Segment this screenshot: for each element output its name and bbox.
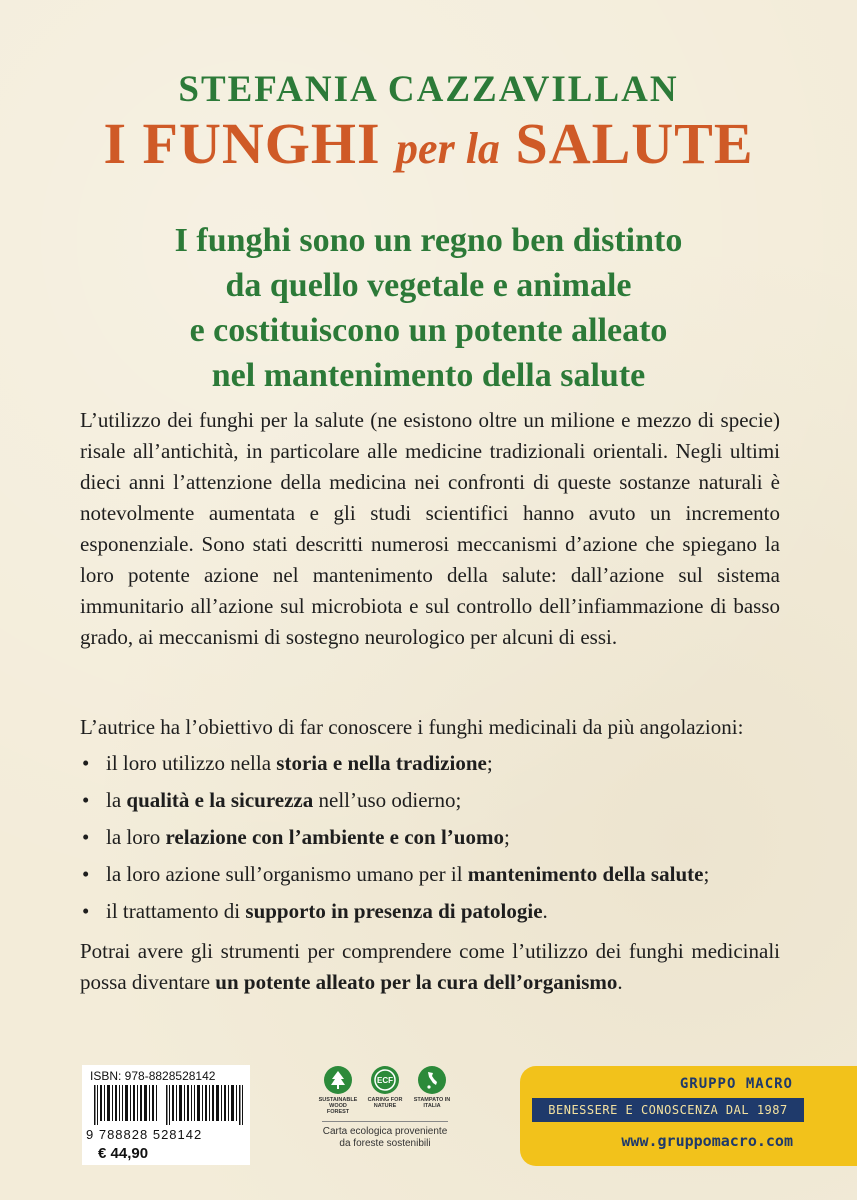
item-text: il loro utilizzo nella: [106, 751, 277, 775]
item-bold-text: mantenimento della salute: [467, 862, 704, 886]
item-bold-text: qualità e la sicurezza: [126, 788, 314, 812]
closing-text: .: [617, 970, 623, 994]
closing-paragraph: [80, 936, 780, 998]
subtitle-line: nel mantenimento della salute: [211, 357, 646, 394]
ecf-seal-text: ECF: [377, 1076, 393, 1085]
list-item: [80, 819, 780, 856]
eco-certifications: [318, 1066, 452, 1150]
isbn-text: ISBN: 978-8828528142: [90, 1069, 216, 1083]
item-bold-text: relazione con l’ambiente e con l’uomo: [165, 825, 504, 849]
publisher-slogan: BENESSERE E CONOSCENZA DAL 1987: [532, 1098, 804, 1122]
subtitle: [60, 218, 797, 398]
tree-icon: [324, 1066, 352, 1094]
item-text: il trattamento di: [106, 899, 246, 923]
eco-note: Carta ecologica proveniente da foreste sostenibili: [322, 1126, 448, 1149]
item-text: la loro: [106, 825, 166, 849]
italy-map-icon: [418, 1066, 446, 1094]
publisher-banner: [520, 1066, 857, 1166]
description-paragraph: [80, 405, 780, 653]
closing-bold-text: un potente alleato per la cura dell’organismo: [215, 970, 618, 994]
item-text: .: [542, 899, 548, 923]
bullet-icon: •: [82, 899, 90, 923]
publisher-url[interactable]: www.gruppomacro.com: [621, 1132, 793, 1150]
title-part-1: I FUNGHI: [103, 111, 397, 176]
closing-text: Potrai avere gli strumenti per comprendere come l’utilizzo dei funghi medicinali possa diventare: [80, 939, 780, 994]
list-item: [80, 782, 780, 819]
bullet-icon: •: [82, 788, 90, 812]
topic-list: [80, 745, 780, 930]
barcode-label: [82, 1065, 250, 1165]
price-text: € 44,90: [98, 1145, 149, 1162]
paragraph-2: L’autrice ha l’obiettivo di far conoscere i funghi medicinali da più angolazioni:: [80, 715, 744, 739]
list-item: [80, 893, 780, 930]
item-bold-text: storia e nella tradizione: [276, 751, 487, 775]
item-text: la: [106, 788, 127, 812]
publisher-name: GRUPPO MACRO: [679, 1076, 793, 1092]
eco-badge: [365, 1066, 405, 1115]
bullet-icon: •: [82, 751, 90, 775]
item-text: la loro azione sull’organismo umano per il: [106, 862, 468, 886]
subtitle-line: e costituiscono un potente alleato: [189, 312, 668, 349]
title-part-2: SALUTE: [499, 111, 754, 176]
item-text: ;: [703, 862, 710, 886]
eco-caption: CARING FOR NATURE: [367, 1097, 403, 1109]
author-name: STEFANIA CAZZAVILLAN: [178, 69, 679, 110]
eco-caption: SUSTAINABLE WOOD FOREST: [318, 1097, 358, 1115]
subtitle-line: da quello vegetale e animale: [225, 267, 632, 304]
list-item: [80, 856, 780, 893]
barcode-digits: 9 788828 528142: [86, 1127, 203, 1142]
item-text: nell’uso odierno;: [313, 788, 462, 812]
subtitle-line: I funghi sono un regno ben distinto: [174, 222, 683, 259]
item-bold-text: supporto in presenza di patologie: [245, 899, 543, 923]
eco-badge: [318, 1066, 358, 1115]
ecf-icon: [371, 1066, 399, 1094]
bullet-icon: •: [82, 825, 90, 849]
list-item: [80, 745, 780, 782]
title-italic: per la: [396, 124, 500, 173]
eco-caption: STAMPATO IN ITALIA: [413, 1097, 451, 1109]
item-text: ;: [486, 751, 493, 775]
divider: [322, 1121, 448, 1122]
book-title: [0, 112, 857, 176]
eco-badge: [412, 1066, 452, 1115]
bullet-icon: •: [82, 862, 90, 886]
barcode-icon: [94, 1085, 244, 1125]
paragraph-1: L’utilizzo dei funghi per la salute (ne esistono oltre un milione e mezzo di specie) risale all’antichità, in particolare alle medicine tradizionali orientali. Negli ultimi dieci anni l’attenzione della medicina nei confronti di queste sostanze naturali è notevolmente aumentata e gli studi scientifici hanno avuto un incremento esponenziale. Sono stati descritti numerosi meccanismi d’azione che spiegano la loro potente azione nel mantenimento della salute: dall’azione sul sistema immunitario all’azione sul microbiota e sul controllo dell’infiammazione di basso grado, ai meccanismi di sostegno neurologico per alcuni di essi.: [80, 408, 780, 649]
item-text: ;: [503, 825, 510, 849]
